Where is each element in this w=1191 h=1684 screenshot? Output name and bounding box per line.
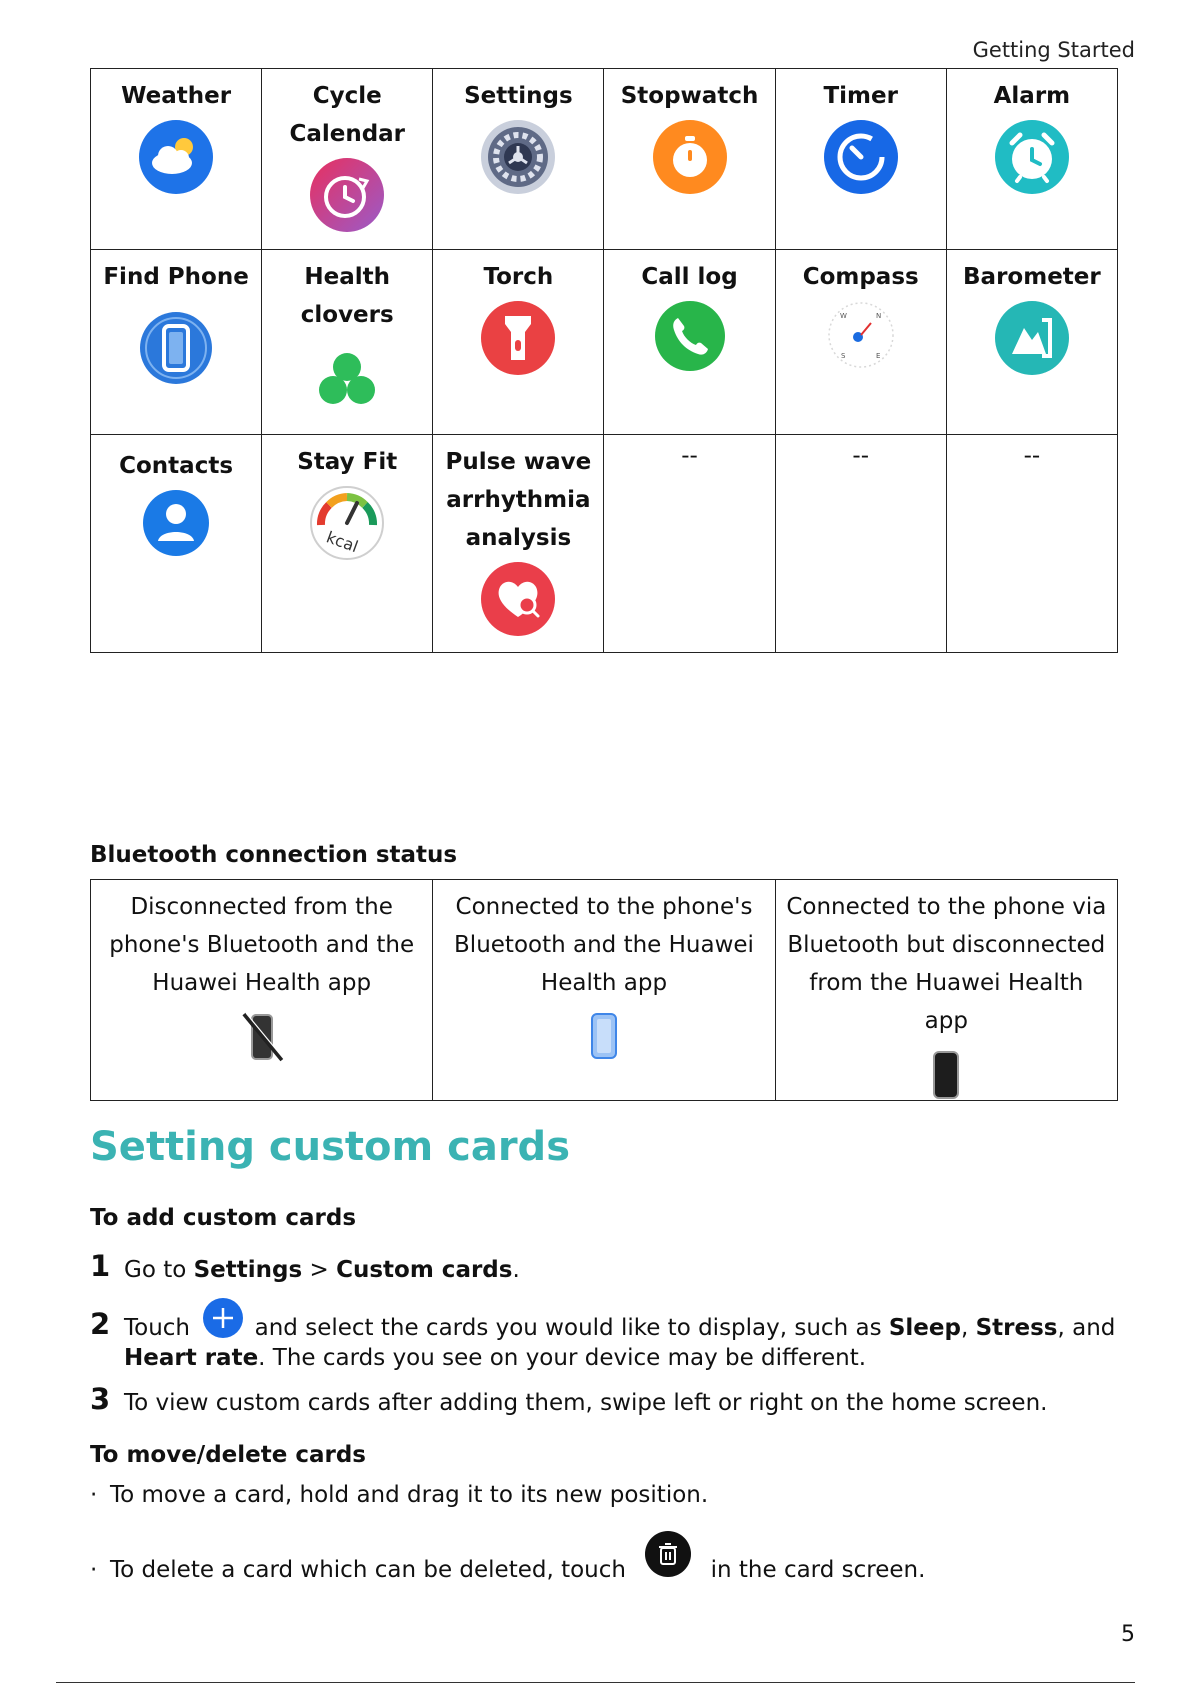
bullet-delete-card: · To delete a card which can be deleted, touch in the card screen. — [90, 1557, 925, 1583]
bullet-text: in the card screen. — [710, 1557, 926, 1583]
app-name: Stay Fit — [297, 449, 398, 475]
app-name: Weather — [121, 83, 232, 109]
bt-state-text: Disconnected from the phone's Bluetooth and the Huawei Health app — [109, 894, 415, 996]
app-cell-compass — [775, 250, 946, 435]
svg-text:W: W — [839, 312, 847, 320]
app-name: Alarm — [993, 83, 1071, 109]
app-name: Stopwatch — [620, 83, 759, 109]
app-cell-timer — [775, 69, 946, 250]
app-cell-cycle-calendar — [262, 69, 433, 250]
app-cell-weather — [91, 69, 262, 250]
app-cell-torch — [433, 250, 604, 435]
step-number: 2 — [90, 1307, 111, 1341]
app-name: Timer — [823, 83, 898, 109]
empty-placeholder: -- — [852, 443, 869, 469]
app-name: Pulse wave arrhythmia analysis — [445, 449, 592, 551]
bt-state-text: Connected to the phone via Bluetooth but disconnected from the Huawei Health app — [786, 894, 1107, 1034]
step-text: Go to — [124, 1257, 194, 1283]
section-heading-custom-cards: Setting custom cards — [90, 1124, 570, 1170]
svg-text:N: N — [875, 312, 881, 320]
app-cell-stay-fit — [262, 435, 433, 653]
step-text: To view custom cards after adding them, swipe left or right on the home screen. — [124, 1390, 1048, 1416]
app-cell-stopwatch — [604, 69, 775, 250]
bt-state-text: Connected to the phone's Bluetooth and the Huawei Health app — [454, 894, 754, 996]
compass-icon — [826, 300, 896, 370]
app-cell-health-clovers — [262, 250, 433, 435]
find-phone-icon — [138, 310, 214, 386]
app-cell-alarm — [946, 69, 1117, 250]
bullet-text: To move a card, hold and drag it to its new position. — [110, 1482, 709, 1508]
settings-gear-icon — [480, 119, 556, 195]
add-plus-icon — [203, 1298, 243, 1338]
apps-table — [90, 68, 1118, 653]
contacts-icon — [142, 489, 210, 557]
heart-rate-card-text: Heart rate — [124, 1345, 259, 1371]
app-name: Health clovers — [300, 264, 394, 328]
health-clovers-icon — [312, 346, 382, 416]
stress-card-text: Stress — [975, 1315, 1058, 1341]
app-cell-call-log — [604, 250, 775, 435]
step-text: , — [960, 1315, 976, 1341]
app-name: Contacts — [119, 453, 234, 479]
add-cards-heading: To add custom cards — [90, 1205, 357, 1231]
custom-cards-link-text: Custom cards — [336, 1257, 513, 1283]
bt-state-disconnected — [91, 880, 433, 1101]
page-header-section: Getting Started — [972, 38, 1135, 62]
step-2 — [90, 1307, 1130, 1373]
step-text: Touch — [124, 1315, 191, 1341]
bt-state-connected — [433, 880, 775, 1101]
app-cell-find-phone — [91, 250, 262, 435]
app-cell-pulse-wave — [433, 435, 604, 653]
torch-icon — [480, 300, 556, 376]
step-text: > — [302, 1257, 337, 1283]
bullet-move-card: · To move a card, hold and drag it to its new position. — [90, 1482, 709, 1508]
cycle-calendar-icon — [309, 157, 385, 233]
barometer-icon — [994, 300, 1070, 376]
bullet-text: To delete a card which can be deleted, touch — [110, 1557, 626, 1583]
app-name: Call log — [641, 264, 738, 290]
app-cell-empty — [775, 435, 946, 653]
phone-disconnected-icon — [238, 1012, 286, 1062]
empty-placeholder: -- — [1023, 443, 1041, 469]
stopwatch-icon — [652, 119, 728, 195]
app-cell-contacts — [91, 435, 262, 653]
phone-partial-icon — [931, 1050, 961, 1100]
app-name: Find Phone — [103, 264, 249, 290]
page-number: 5 — [1121, 1622, 1135, 1647]
alarm-clock-icon — [994, 119, 1070, 195]
step-text: , and — [1057, 1315, 1116, 1341]
weather-icon — [138, 119, 214, 195]
bluetooth-status-table — [90, 879, 1118, 1101]
app-cell-empty — [946, 435, 1117, 653]
phone-connected-icon — [589, 1012, 619, 1060]
settings-link-text: Settings — [193, 1257, 303, 1283]
trash-icon — [645, 1531, 691, 1577]
step-number: 1 — [90, 1249, 111, 1283]
app-cell-empty — [604, 435, 775, 653]
step-number: 3 — [90, 1382, 111, 1416]
pulse-wave-heart-icon — [480, 561, 556, 637]
step-text: . The cards you see on your device may be different. — [258, 1345, 867, 1371]
step-3 — [90, 1382, 1130, 1418]
app-cell-barometer — [946, 250, 1117, 435]
app-cell-settings — [433, 69, 604, 250]
bluetooth-status-title: Bluetooth connection status — [90, 842, 458, 868]
step-1 — [90, 1249, 1130, 1285]
app-name: Compass — [802, 264, 919, 290]
bt-state-partial — [775, 880, 1117, 1101]
svg-text:kcal: kcal — [324, 527, 361, 557]
sleep-card-text: Sleep — [888, 1315, 961, 1341]
move-delete-heading: To move/delete cards — [90, 1442, 366, 1468]
app-name: Cycle Calendar — [289, 83, 406, 147]
stay-fit-kcal-icon — [309, 485, 385, 561]
svg-text:S: S — [840, 352, 846, 360]
svg-text:E: E — [875, 352, 881, 360]
timer-icon — [823, 119, 899, 195]
phone-call-icon — [654, 300, 726, 372]
app-name: Barometer — [963, 264, 1101, 290]
app-name: Torch — [483, 264, 554, 290]
step-text: and select the cards you would like to display, such as — [247, 1315, 889, 1341]
footer-rule — [56, 1682, 1135, 1683]
app-name: Settings — [464, 83, 573, 109]
step-text: . — [512, 1257, 520, 1283]
empty-placeholder: -- — [681, 443, 698, 469]
